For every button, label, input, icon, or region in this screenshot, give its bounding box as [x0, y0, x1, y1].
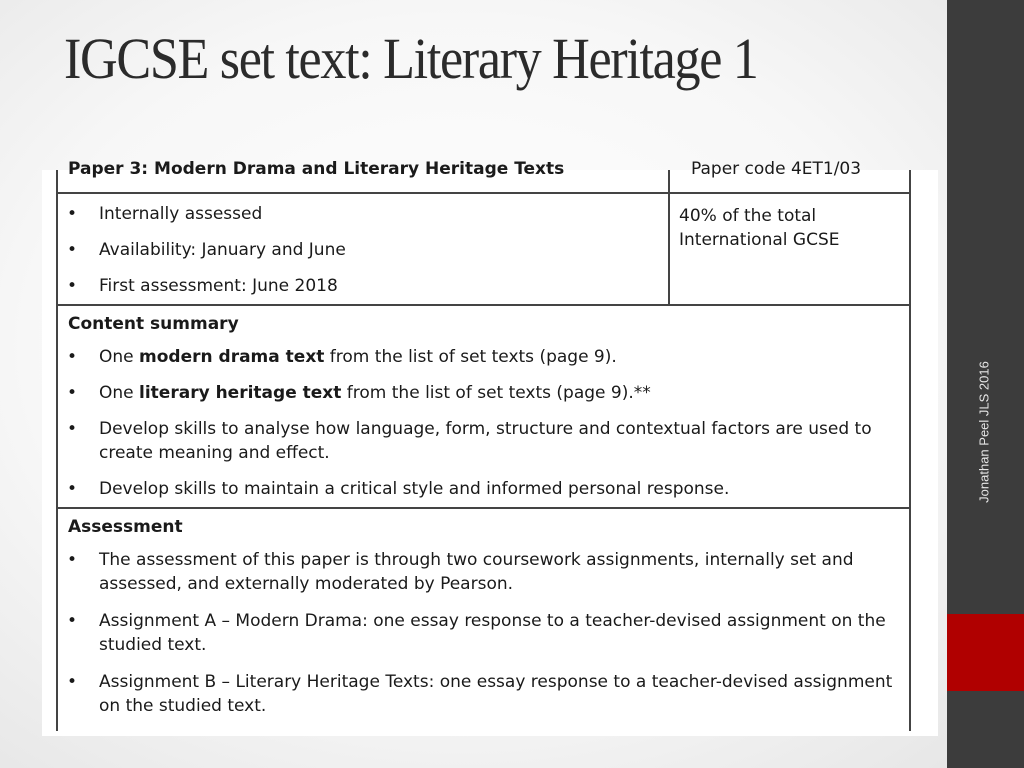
assessment-info-row: [58, 194, 909, 306]
assessment-heading: Assessment: [68, 517, 183, 537]
table-header-row: [58, 159, 909, 194]
list-item: • Internally assessed: [58, 202, 668, 226]
list-item: • Develop skills to maintain a critical style and informed personal response.: [58, 477, 909, 501]
slide-title: IGCSE set text: Literary Heritage 1: [64, 26, 758, 91]
list-item: • One literary heritage text from the list of set texts (page 9).**: [58, 381, 909, 405]
list-item: • Assignment B – Literary Heritage Texts: one essay response to a teacher-devised assignment on the studied text.: [58, 670, 909, 718]
sidebar-accent-block: [947, 614, 1024, 691]
column-divider: [668, 170, 670, 192]
paper-title: Paper 3: Modern Drama and Literary Heritage Texts: [68, 159, 565, 179]
content-summary-section: [58, 306, 909, 509]
list-item: • One modern drama text from the list of set texts (page 9).: [58, 345, 909, 369]
list-item: • First assessment: June 2018: [58, 274, 668, 298]
assessment-info-list: [58, 202, 668, 310]
content-summary-heading: Content summary: [68, 314, 239, 334]
paper-code: Paper code 4ET1/03: [691, 159, 862, 179]
list-item: • Assignment A – Modern Drama: one essay response to a teacher-devised assignment on the studied text.: [58, 609, 909, 657]
slide-footer: Jonathan Peel JLS 2016: [976, 361, 992, 503]
list-item: • Availability: January and June: [58, 238, 668, 262]
specification-excerpt-image: [42, 159, 938, 736]
assessment-section: [58, 509, 909, 718]
specification-table: [56, 159, 911, 731]
column-divider: [668, 194, 670, 304]
list-item: • Develop skills to analyse how language, form, structure and contextual factors are used to create meaning and effect.: [58, 417, 909, 465]
list-item: • The assessment of this paper is through two coursework assignments, internally set and assessed, and externally moderated by Pearson.: [58, 548, 909, 596]
weighting-text: 40% of the total International GCSE: [679, 206, 840, 250]
